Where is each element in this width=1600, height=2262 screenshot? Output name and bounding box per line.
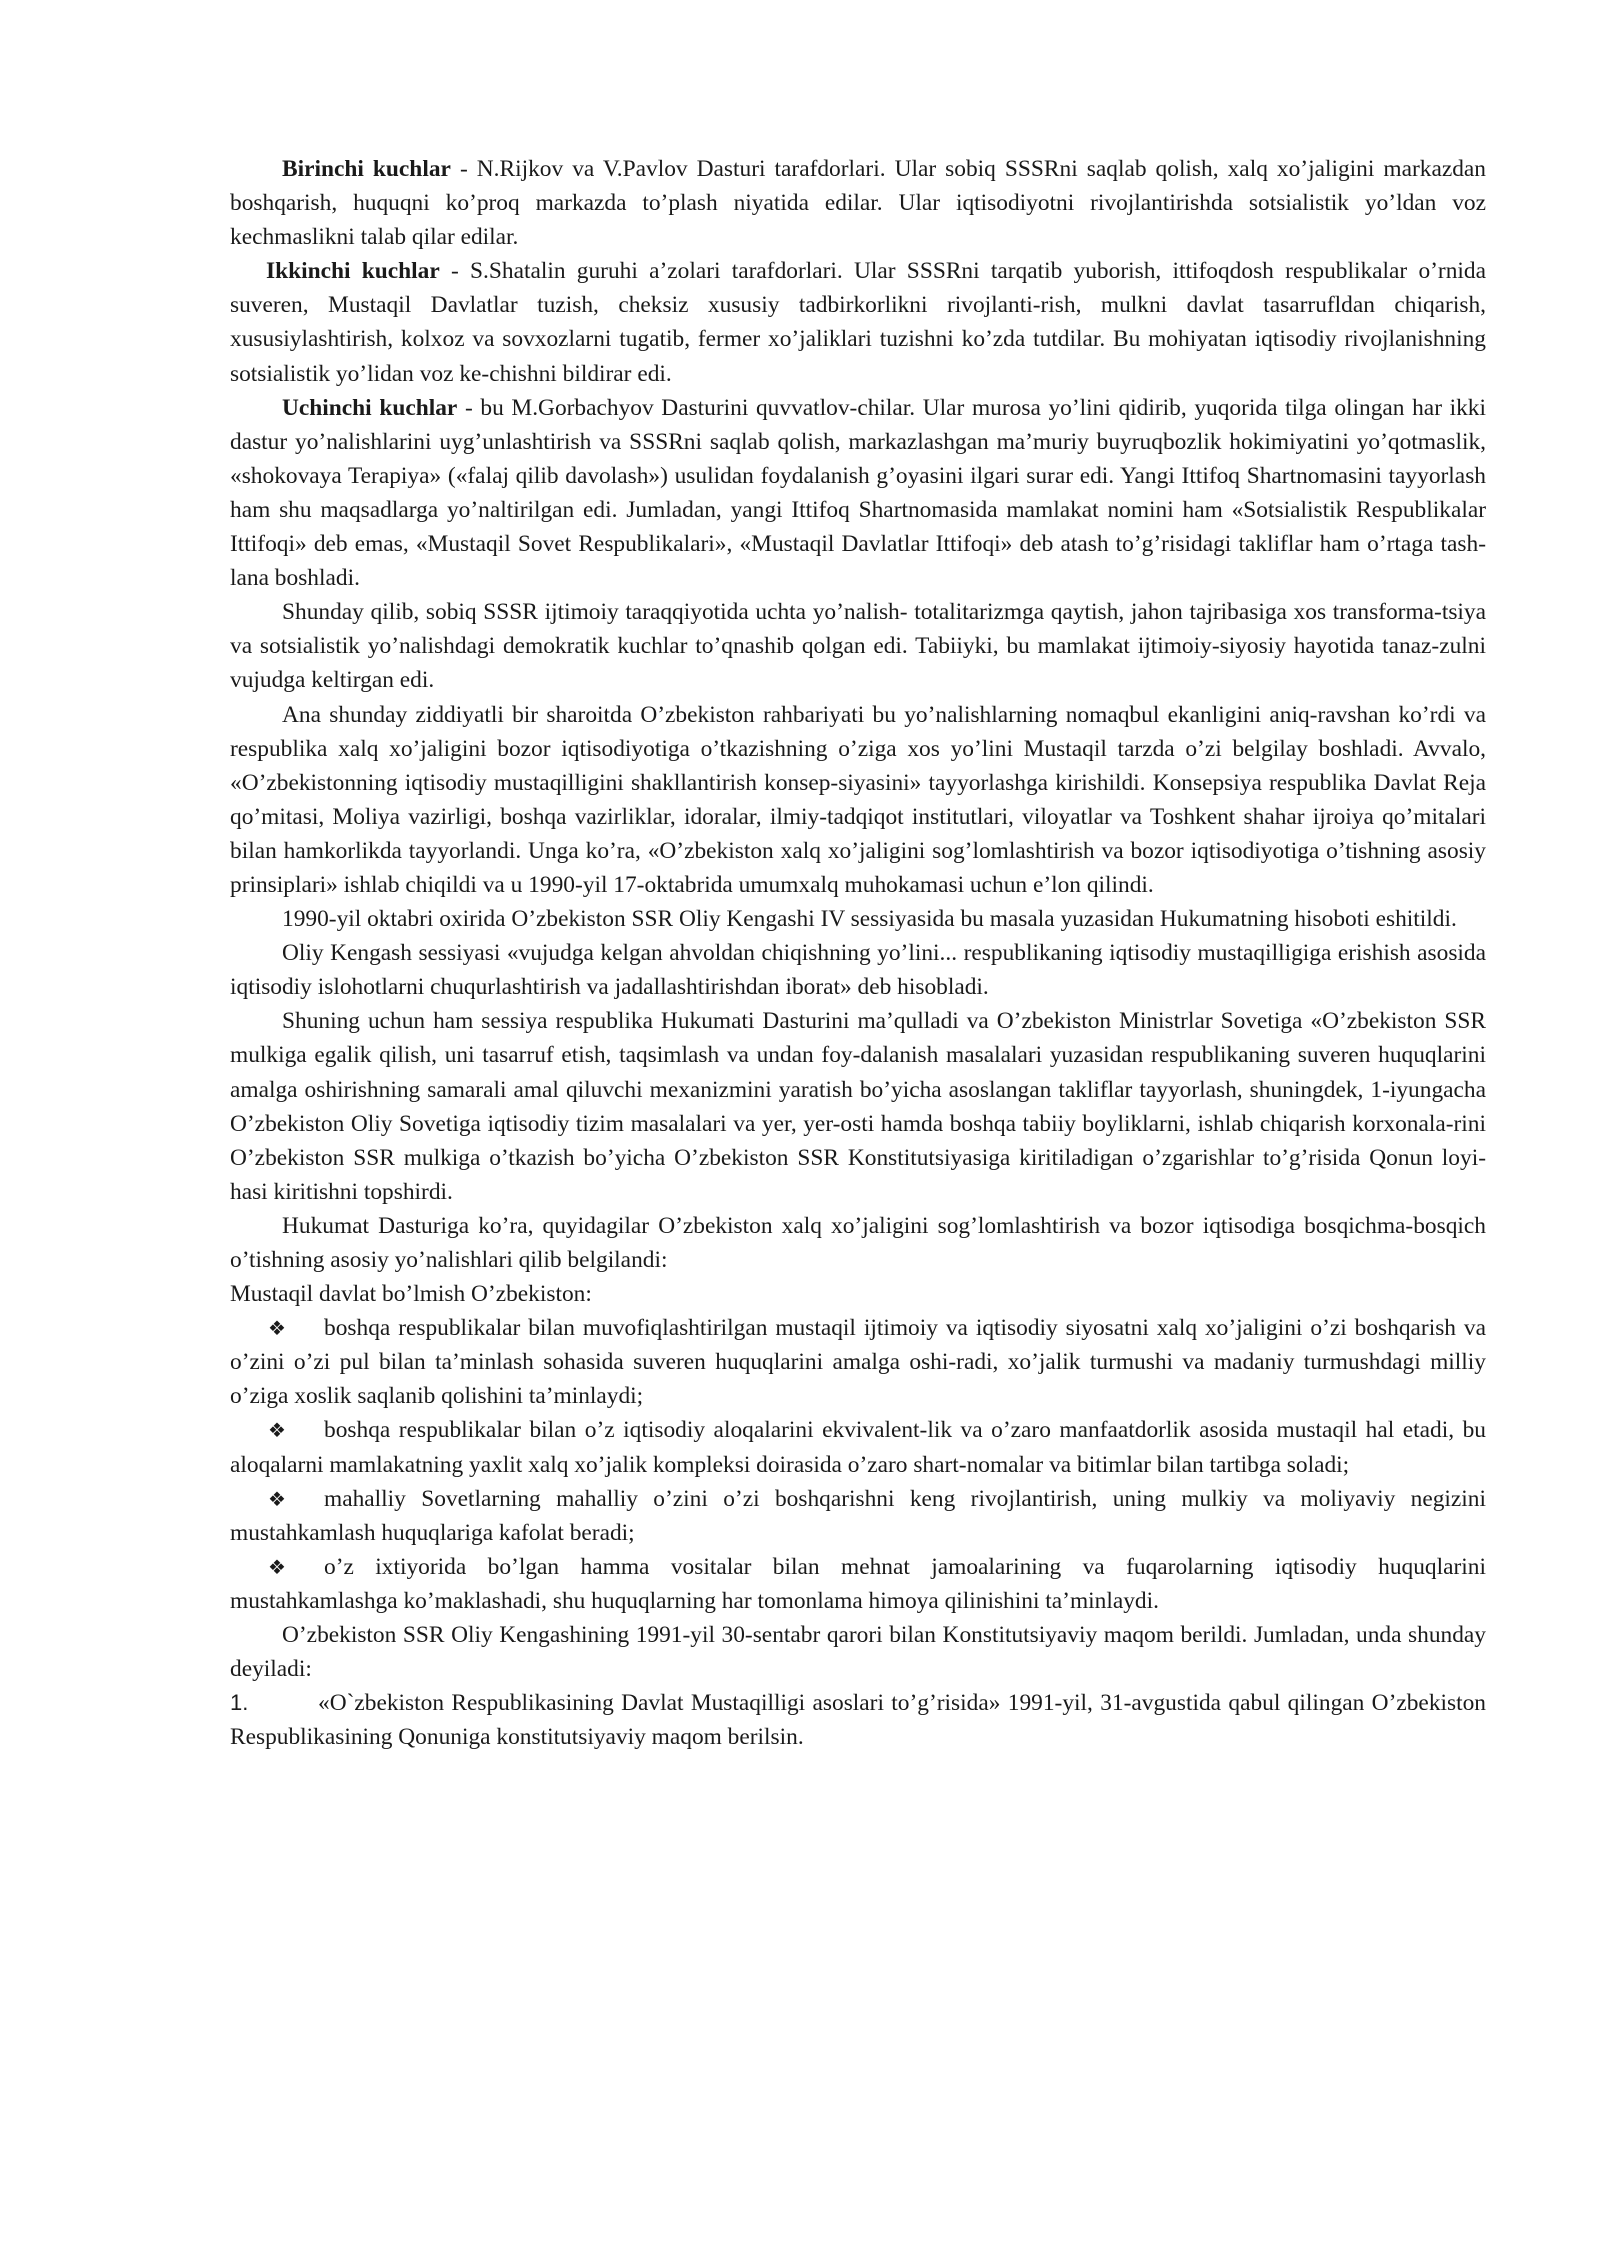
paragraph-text: - S.Shatalin guruhi a’zolari tarafdorlari. Ular SSSRni tarqatib yuborish, ittifoqdosh respublikalar o’rnida suveren, Mustaqil Davlatlar tuzish, cheksiz xususiy tadbirkorlikni rivojlanti-rish, mulkni davlat tasarrufldan chiqarish, xususiylashtirish, kolxoz va sovxozlarni tugatib, fermer xo’jaliklari tuzishni ko’zda tutdilar. Bu mohiyatan iqtisodiy rivojlanishning sotsialistik yo’lidan voz ke-chishni bildirar edi. bbox=[230, 258, 1486, 387]
list-item bbox=[230, 1550, 1486, 1618]
paragraph-lead: Birinchi kuchlar bbox=[282, 156, 451, 182]
paragraph-text: - bu M.Gorbachyov Dasturini quvvatlov-chilar. Ular murosa yo’lini qidirib, yuqorida tilga olingan har ikki dastur yo’nalishlarini uyg’unlashtirish va SSSRni saqlab qolish, markazlashgan ma’muriy buyruqbozlik hokimiyatini yo’qotmaslik, «shokovaya Terapiya» («falaj qilib davolash») usulidan foydalanish g’oyasini ilgari surar edi. Yangi Ittifoq Shartnomasini tayyorlash ham shu maqsadlarga yo’naltirilgan edi. Jumladan, yangi Ittifoq Shartnomasida mamlakat nomini ham «Sotsialistik Respublikalar Ittifoqi» deb emas, «Mustaqil Sovet Respublikalari», «Mustaqil Davlatlar Ittifoqi» deb atash to’g’risidagi takliflar ham o’rtaga tash-lana boshladi. bbox=[230, 394, 1487, 592]
document-page bbox=[230, 152, 1486, 1754]
paragraph-text: - N.Rijkov va V.Pavlov Dasturi tarafdorlari. Ular sobiq SSSRni saqlab qolish, xalq xo’jaligini markazdan boshqarish, huquqni ko’proq markazda to’plash niyatida edilar. Ular iqtisodiyotni rivojlantirishda sotsialistik yo’ldan voz kechmaslikni talab qilar edilar. bbox=[230, 156, 1486, 251]
item-number: 1. bbox=[230, 1690, 249, 1716]
diamond-bullet-icon: ❖ bbox=[268, 1418, 286, 1443]
numbered-item bbox=[230, 1686, 1486, 1754]
paragraph-constitutional-status: O’zbekiston SSR Oliy Kengashining 1991-yil 30-sentabr qarori bilan Konstitutsiyaviy maqom berildi. Jumladan, unda shunday deyiladi: bbox=[230, 1622, 1486, 1683]
paragraph-summary: Shunday qilib, sobiq SSSR ijtimoiy taraqqiyotida uchta yo’nalish- totalitarizmga qaytish, jahon tajribasiga xos transforma-tsiya va sotsialistik yo’nalishdagi demokratik kuchlar to’qnashib qolgan edi. Tabiiyki, bu mamlakat ijtimoiy-siyosiy hayotida tanaz-zulni vujudga keltirgan edi. bbox=[230, 599, 1486, 694]
paragraph-lead: Ikkinchi kuchlar bbox=[266, 258, 440, 285]
paragraph-lead: Uchinchi kuchlar bbox=[282, 394, 458, 421]
list-item-text: o’z ixtiyorida bo’lgan hamma vositalar bilan mehnat jamoalarining va fuqarolarning iqtisodiy huquqlarini mustahkamlashga ko’maklashadi, shu huquqlarning har tomonlama himoya qilinishini ta’minlaydi. bbox=[230, 1553, 1486, 1614]
diamond-bullet-icon: ❖ bbox=[268, 1316, 286, 1341]
list-item bbox=[230, 1311, 1486, 1413]
paragraph-october-session: 1990-yil oktabri oxirida O’zbekiston SSR Oliy Kengashi IV sessiyasida bu masala yuzasidan Hukumatning hisoboti eshitildi. bbox=[282, 906, 1457, 933]
diamond-bullet-icon: ❖ bbox=[268, 1486, 286, 1511]
list-item-text: mahalliy Sovetlarning mahalliy o’zini o’zi boshqarishni keng rivojlantirish, uning mulkiy va moliyaviy negizini mustahkamlash huquqlariga kafolat beradi; bbox=[230, 1485, 1486, 1546]
list-item-text: boshqa respublikalar bilan o’z iqtisodiy aloqalarini ekvivalent-lik va o’zaro manfaatdorlik asosida mustaqil hal etadi, bu aloqalarni mamlakatning yaxlit xalq xo’jalik kompleksi doirasida o’zaro shart-nomalar va bitimlar bilan tartibga soladi; bbox=[230, 1417, 1486, 1478]
paragraph-first-forces bbox=[230, 152, 1486, 254]
paragraph-third-forces bbox=[230, 391, 1486, 596]
list-item bbox=[230, 1413, 1486, 1481]
numbered-item-text: «O`zbekiston Respublikasining Davlat Mustaqilligi asoslari to’g’risida» 1991-yil, 31-avgustida qabul qilingan O’zbekiston Respublikasining Qonuniga konstitutsiyaviy maqom berilsin. bbox=[230, 1690, 1486, 1751]
list-item-text: boshqa respublikalar bilan muvofiqlashtirilgan mustaqil ijtimoiy va iqtisodiy siyosatni xalq xo’jaligini o’zi boshqarish va o’zini o’zi pul bilan ta’minlash sohasida suveren huquqlarini amalga oshi-radi, xo’jalik turmushi va madaniy turmushdagi milliy o’ziga xoslik saqlanib qolishini ta’minlaydi; bbox=[230, 1315, 1486, 1410]
paragraph-second-forces bbox=[230, 254, 1486, 390]
paragraph-government-program: Shuning uchun ham sessiya respublika Hukumati Dasturini ma’qulladi va O’zbekiston Ministrlar Sovetiga «O’zbekiston SSR mulkiga egalik qilish, uni tasarruf etish, taqsimlash va undan foy-dalanish masalalari yuzasidan respublikaning suveren huquqlarini amalga oshirishning samarali amal qiluvchi mexanizmini yaratish bo’yicha asoslangan takliflar tayyorlash, shuningdek, 1-iyungacha O’zbekiston Oliy Sovetiga iqtisodiy tizim masalalari va yer, yer-osti hamda boshqa tabiiy boyliklarni, ishlab chiqarish korxonala-rini O’zbekiston SSR mulkiga o’tkazish bo’yicha O’zbekiston SSR Konstitutsiyasiga kiritiladigan o’zgarishlar to’g’risida Qonun loyi-hasi kiritishni topshirdi. bbox=[230, 1008, 1486, 1205]
paragraph-oliy-kengash: Oliy Kengash sessiyasi «vujudga kelgan ahvoldan chiqishning yo’lini... respublikaning iqtisodiy mustaqilligiga erishish asosida iqtisodiy islohotlarni chuqurlashtirish va jadallashtirishdan iborat» deb hisobladi. bbox=[230, 940, 1486, 1001]
list-intro: Mustaqil davlat bo’lmish O’zbekiston: bbox=[230, 1281, 592, 1308]
diamond-bullet-icon: ❖ bbox=[268, 1554, 286, 1579]
paragraph-uzbek-leadership: Ana shunday ziddiyatli bir sharoitda O’zbekiston rahbariyati bu yo’nalishlarning nomaqbul ekanligini aniq-ravshan ko’rdi va respublika xalq xo’jaligini bozor iqtisodiyotiga o’tkazishning o’ziga xos yo’lini Mustaqil tarzda o’zi belgilay boshladi. Avvalo, «O’zbekistonning iqtisodiy mustaqilligini shakllantirish konsep-siyasini» tayyorlashga kirishildi. Konsepsiya respublika Davlat Reja qo’mitasi, Moliya vazirligi, boshqa vazirliklar, idoralar, ilmiy-tadqiqot institutlari, viloyatlar va Toshkent shahar ijroiya qo’mitalari bilan hamkorlikda tayyorlandi. Unga ko’ra, «O’zbekiston xalq xo’jaligini sog’lomlashtirish va bozor iqtisodiyotiga o’tishning asosiy prinsiplari» ishlab chiqildi va u 1990-yil 17-oktabrida umumxalq muhokamasi uchun e’lon qilindi. bbox=[230, 701, 1486, 898]
list-item bbox=[230, 1482, 1486, 1550]
paragraph-directions: Hukumat Dasturiga ko’ra, quyidagilar O’zbekiston xalq xo’jaligini sog’lomlashtirish va bozor iqtisodiga bosqichma-bosqich o’tishning asosiy yo’nalishlari qilib belgilandi: bbox=[230, 1212, 1486, 1273]
